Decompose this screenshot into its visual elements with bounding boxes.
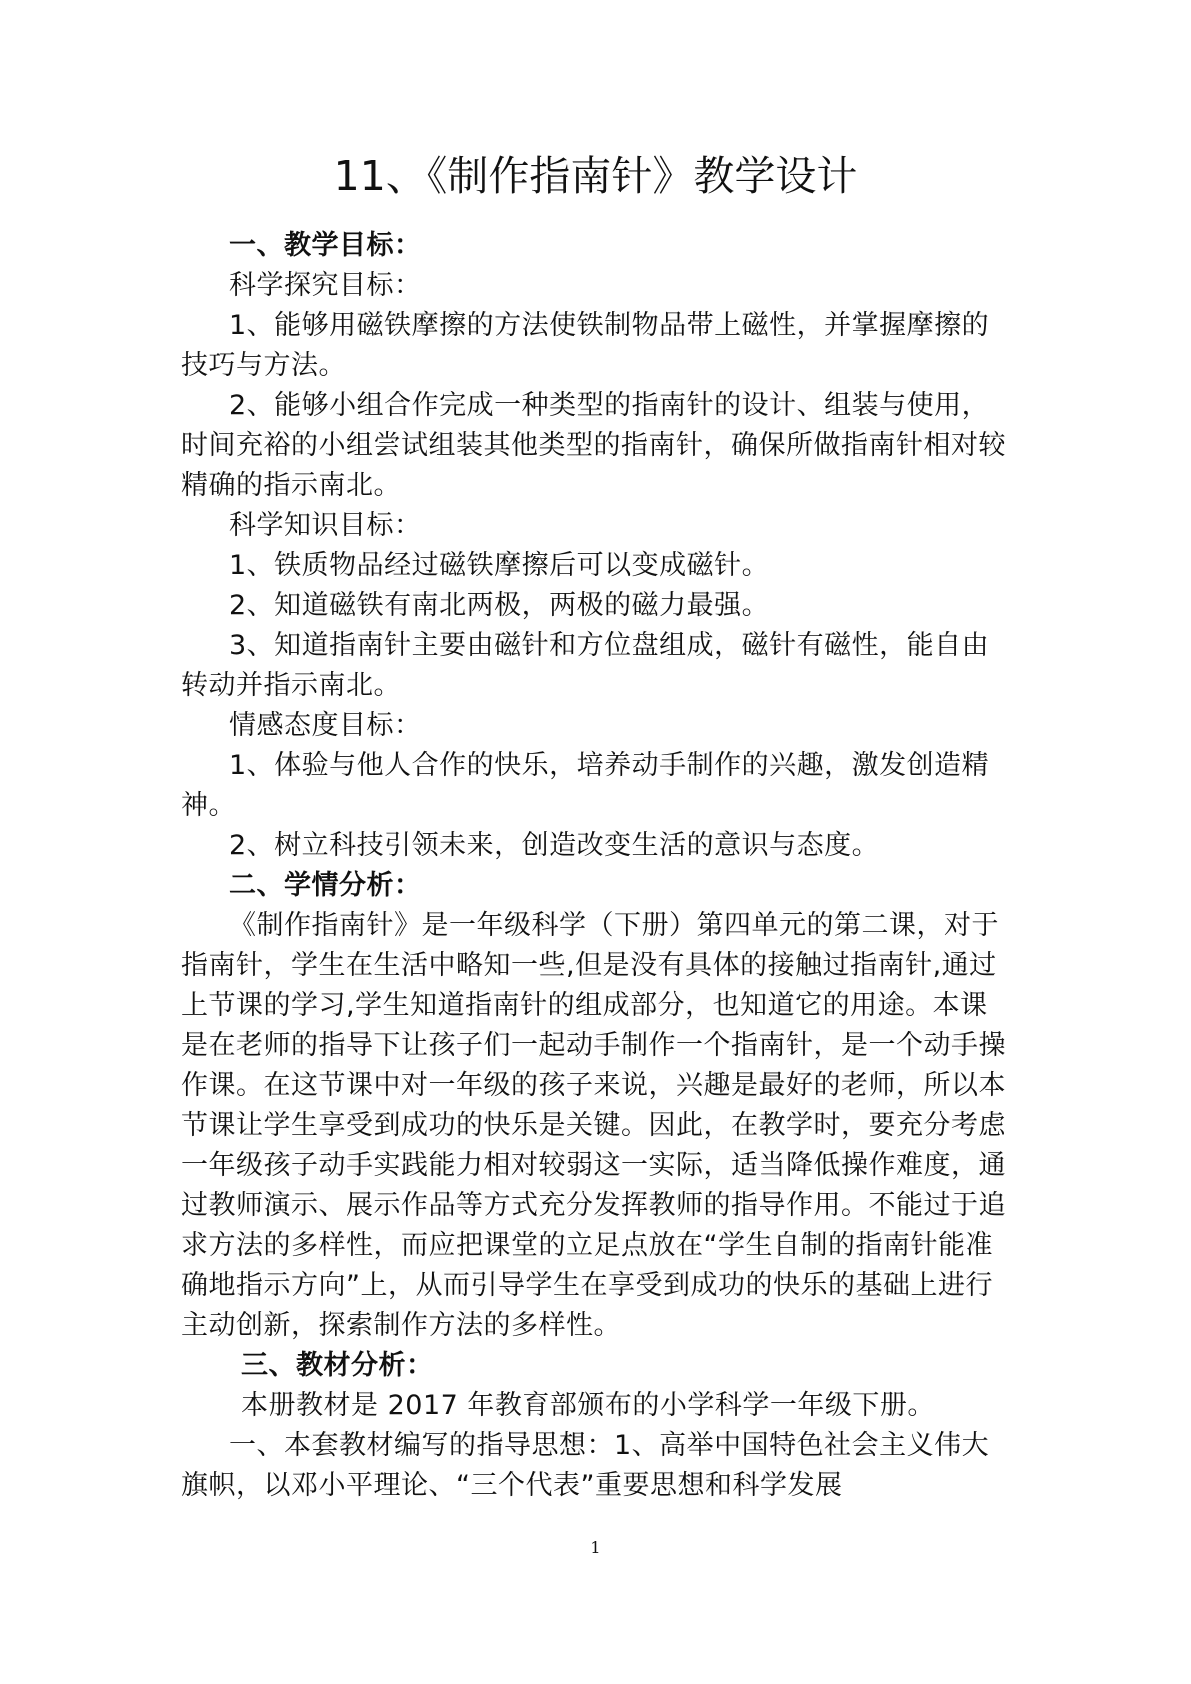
paragraph-attitude-goal-1: 1、体验与他人合作的快乐，培养动手制作的兴趣，激发创造精神。 <box>181 750 990 821</box>
subheading-inquiry-goals: 科学探究目标： <box>229 270 422 301</box>
paragraph-learner-analysis: 《制作指南针》是一年级科学（下册）第四单元的第二课，对于指南针，学生在生活中略知一些,但是没有具体的接触过指南针,通过上节课的学习,学生知道指南针的组成部分，也知道它的用途。本课是在老师的指导下让孩子们一起动手制作一个指南针，是一个动手操作课。在这节课中对一年级的孩子来说，兴趣是最好的老师，所以本节课让学生享受到成功的快乐是关键。因此，在教学时，要充分考虑一年级孩子动手实践能力相对较弱这一实际，适当降低操作难度，通过教师演示、展示作品等方式充分发挥教师的指导作用。不能过于追求方法的多样性，而应把课堂的立足点放在“学生自制的指南针能准确地指示方向”上，从而引导学生在享受到成功的快乐的基础上进行主动创新，探索制作方法的多样性。 <box>181 910 1006 1341</box>
paragraph-knowledge-goal-3: 3、知道指南针主要由磁针和方位盘组成，磁针有磁性，能自由转动并指示南北。 <box>181 630 990 701</box>
paragraph-attitude-goal-2: 2、树立科技引领未来，创造改变生活的意识与态度。 <box>229 830 880 861</box>
paragraph-textbook-intro: 本册教材是 2017 年教育部颁布的小学科学一年级下册。 <box>241 1390 935 1421</box>
page-number: 1 <box>590 1538 601 1557</box>
document-body <box>181 226 1011 1506</box>
paragraph-textbook-guiding-ideas: 一、本套教材编写的指导思想：1、高举中国特色社会主义伟大旗帜，以邓小平理论、“三个代表”重要思想和科学发展 <box>181 1430 990 1501</box>
section-heading-learner-analysis: 二、学情分析： <box>229 870 422 901</box>
subheading-knowledge-goals: 科学知识目标： <box>229 510 422 541</box>
section-heading-textbook-analysis: 三、教材分析： <box>241 1350 434 1381</box>
document-title: 11、《制作指南针》教学设计 <box>333 152 858 200</box>
paragraph-knowledge-goal-2: 2、知道磁铁有南北两极，两极的磁力最强。 <box>229 590 770 621</box>
paragraph-inquiry-goal-1: 1、能够用磁铁摩擦的方法使铁制物品带上磁性，并掌握摩擦的技巧与方法。 <box>181 310 990 381</box>
subheading-attitude-goals: 情感态度目标： <box>229 710 422 741</box>
paragraph-knowledge-goal-1: 1、铁质物品经过磁铁摩擦后可以变成磁针。 <box>229 550 770 581</box>
paragraph-inquiry-goal-2: 2、能够小组合作完成一种类型的指南针的设计、组装与使用，时间充裕的小组尝试组装其他类型的指南针，确保所做指南针相对较精确的指示南北。 <box>181 390 1006 501</box>
section-heading-objectives: 一、教学目标： <box>229 230 422 261</box>
